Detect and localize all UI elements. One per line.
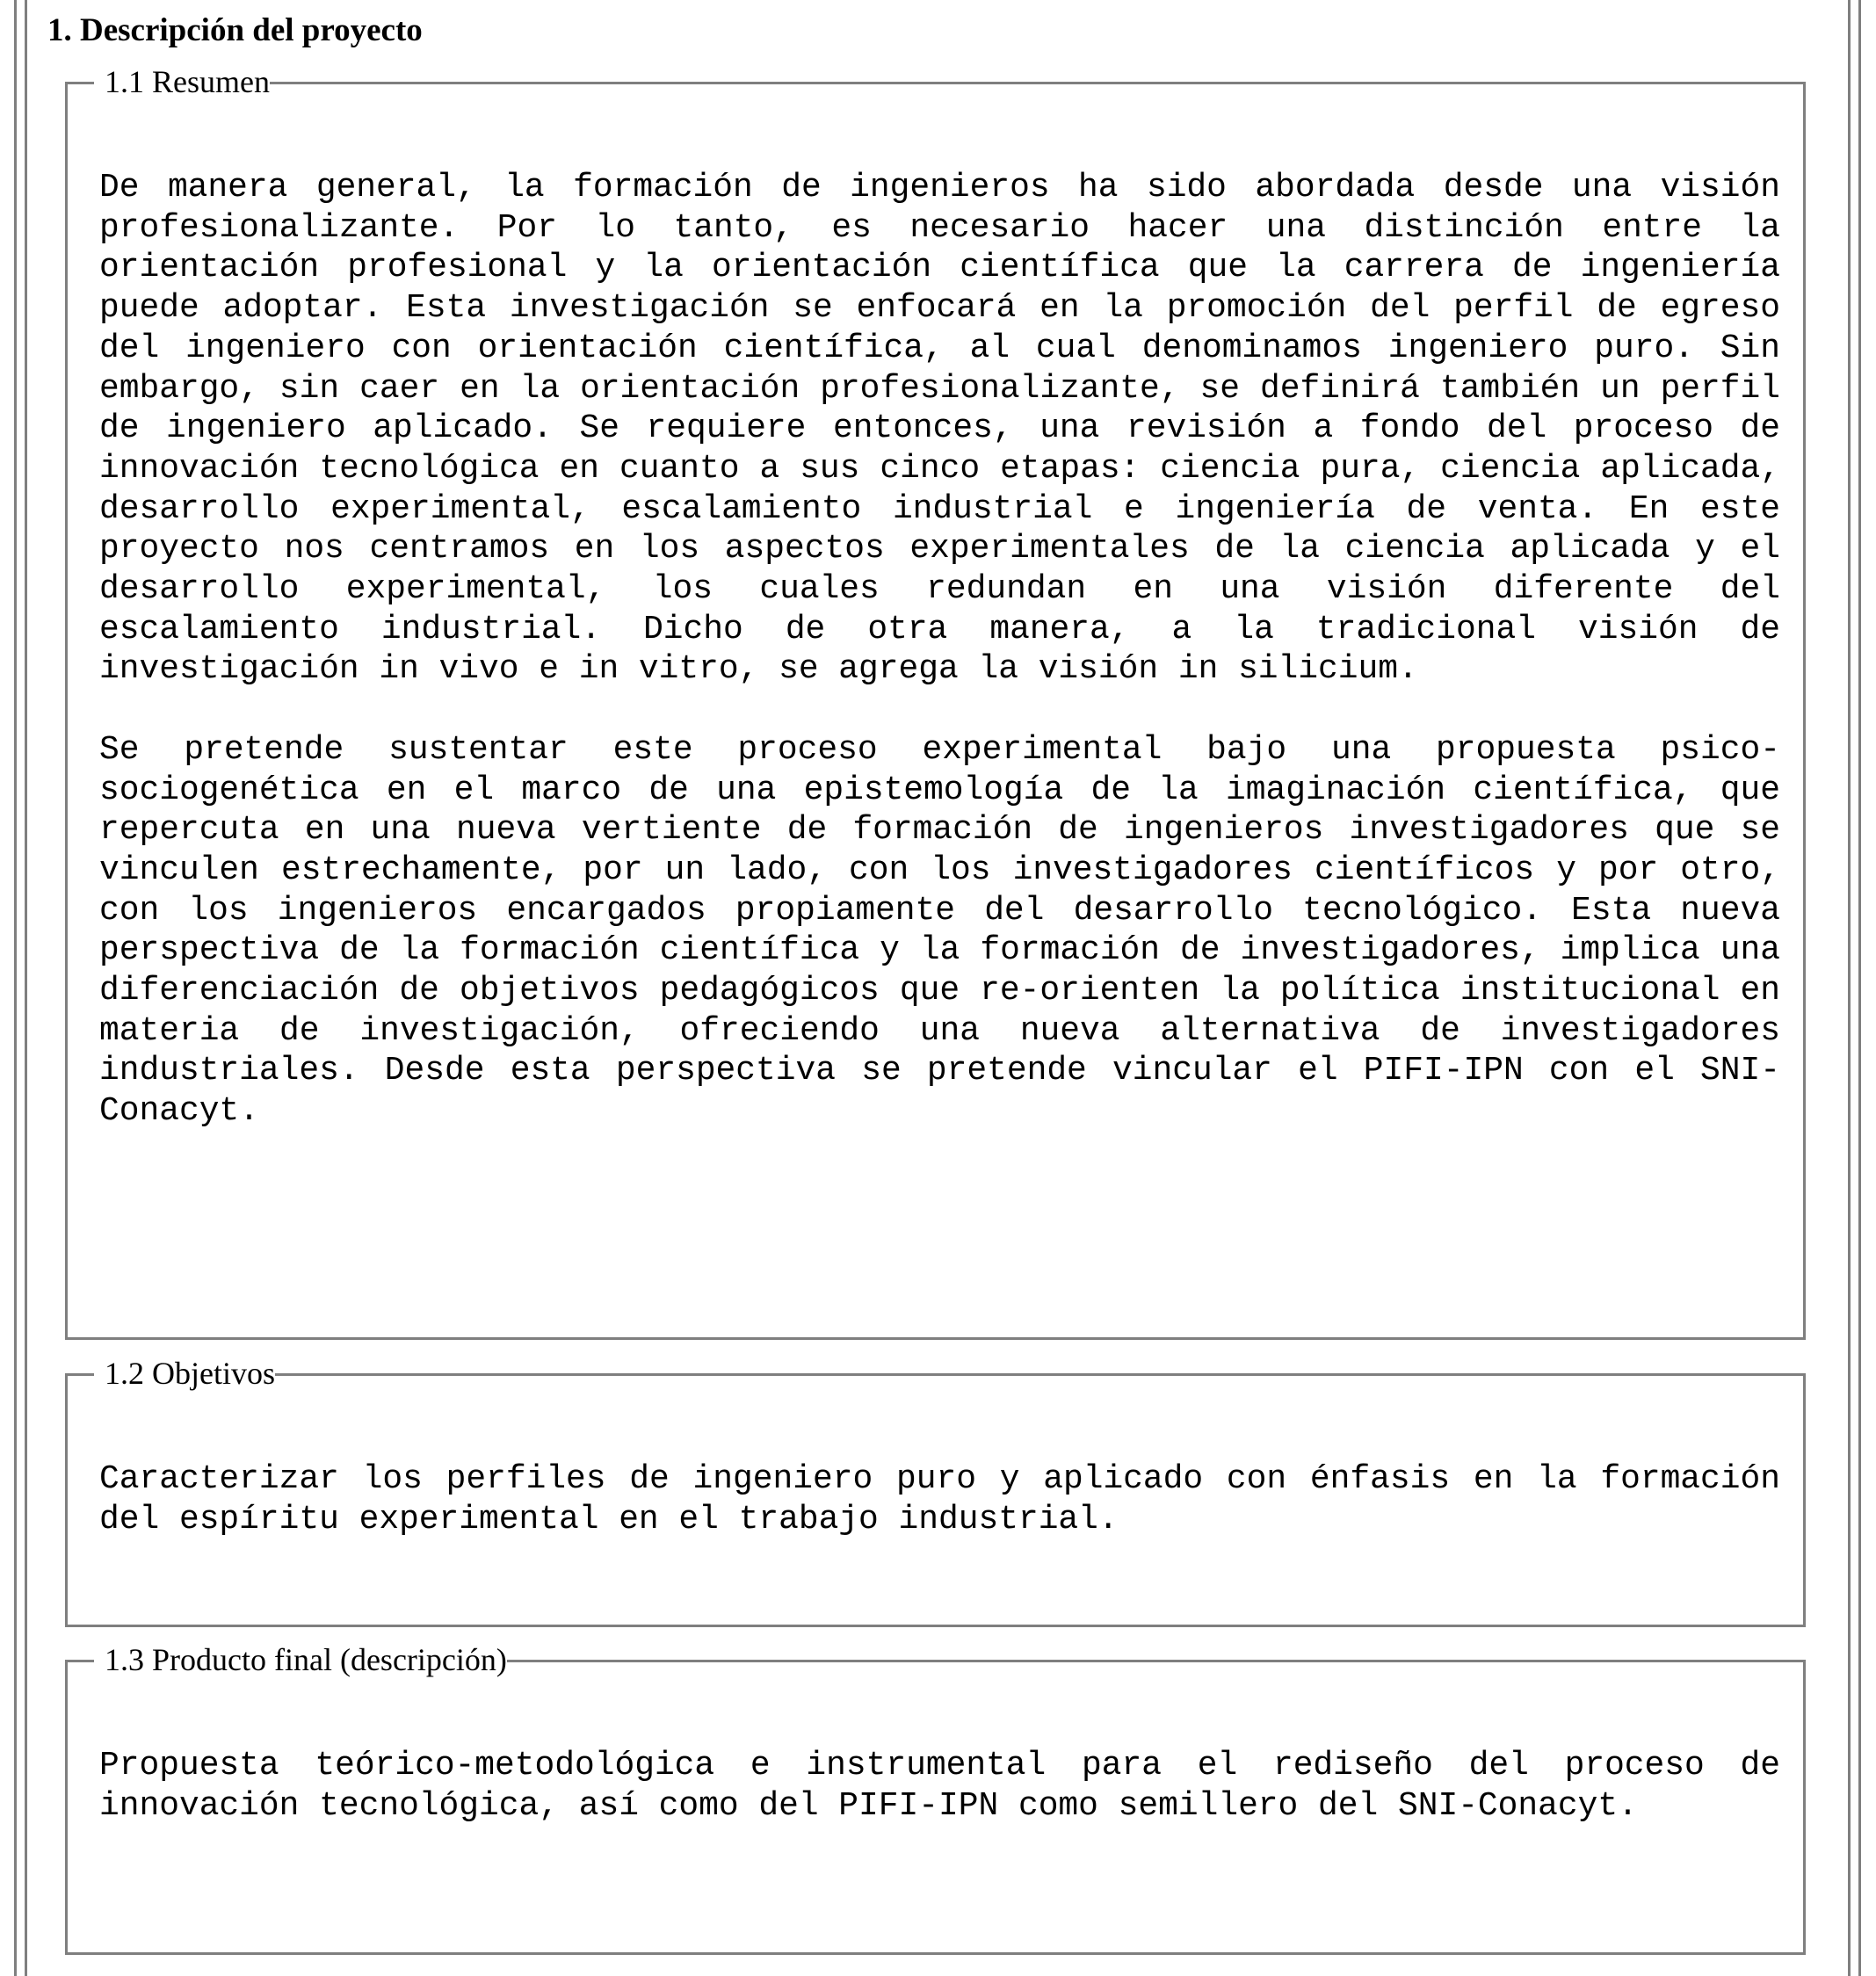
fieldset-top-border bbox=[268, 82, 1806, 84]
fieldset-top-border bbox=[507, 1660, 1806, 1662]
fieldset-top-border bbox=[65, 1660, 94, 1662]
objetivos-text bbox=[99, 1459, 1780, 1539]
producto-text bbox=[99, 1746, 1780, 1826]
fieldset-top-border bbox=[272, 1373, 1806, 1376]
page-frame-left-outer bbox=[14, 0, 17, 1976]
resumen-paragraph-1: De manera general, la formación de ingenieros ha sido abordada desde una visión profesionalizante. Por lo tanto, es necesario hacer una distinción entre la orientación profesional y la orientación científica que la carrera de ingeniería puede adoptar. Esta investigación se enfocará en la promoción del perfil de egreso del ingeniero con orientación científica, al cual denominamos ingeniero puro. Sin embargo, sin caer en la orientación profesionalizante, se definirá también un perfil de ingeniero aplicado. Se requiere entonces, una revisión a fondo del proceso de innovación tecnológica en cuanto a sus cinco etapas: ciencia pura, ciencia aplicada, desarrollo experimental, escalamiento industrial e ingeniería de venta. En este proyecto nos centramos en los aspectos experimentales de la ciencia aplicada y el desarrollo experimental, los cuales redundan en una visión diferente del escalamiento industrial. Dicho de otra manera, a la tradicional visión de investigación in vivo e in vitro, se agrega la visión in silicium. bbox=[99, 169, 1780, 689]
fieldset-top-border bbox=[65, 82, 94, 84]
producto-legend: 1.3 Producto final (descripción) bbox=[105, 1642, 507, 1677]
page-frame-right-inner bbox=[1848, 0, 1851, 1976]
producto-paragraph: Propuesta teórico-metodológica e instrumental para el rediseño del proceso de innovación tecnológica, así como del PIFI-IPN como semillero del SNI-Conacyt. bbox=[99, 1747, 1780, 1825]
page-frame-left-inner bbox=[25, 0, 27, 1976]
section-title: 1. Descripción del proyecto bbox=[47, 12, 423, 48]
resumen-legend: 1.1 Resumen bbox=[105, 64, 270, 99]
page-frame-right-outer bbox=[1858, 0, 1861, 1976]
resumen-text bbox=[99, 168, 1780, 1132]
fieldset-top-border bbox=[65, 1373, 94, 1376]
resumen-paragraph-2: Se pretende sustentar este proceso experimental bajo una propuesta psico-sociogenética en el marco de una epistemología de la imaginación científica, que repercuta en una nueva vertiente de formación de ingenieros investigadores que se vinculen estrechamente, por un lado, con los investigadores científicos y por otro, con los ingenieros encargados propiamente del desarrollo tecnológico. Esta nueva perspectiva de la formación científica y la formación de investigadores, implica una diferenciación de objetivos pedagógicos que re-orienten la política institucional en materia de investigación, ofreciendo una nueva alternativa de investigadores industriales. Desde esta perspectiva se pretende vincular el PIFI-IPN con el SNI-Conacyt. bbox=[99, 730, 1780, 1131]
resumen-fieldset bbox=[65, 64, 1806, 1340]
producto-fieldset bbox=[65, 1642, 1806, 1955]
objetivos-legend: 1.2 Objetivos bbox=[105, 1356, 275, 1391]
objetivos-fieldset bbox=[65, 1356, 1806, 1627]
objetivos-paragraph: Caracterizar los perfiles de ingeniero puro y aplicado con énfasis en la formación del espíritu experimental en el trabajo industrial. bbox=[99, 1460, 1780, 1538]
